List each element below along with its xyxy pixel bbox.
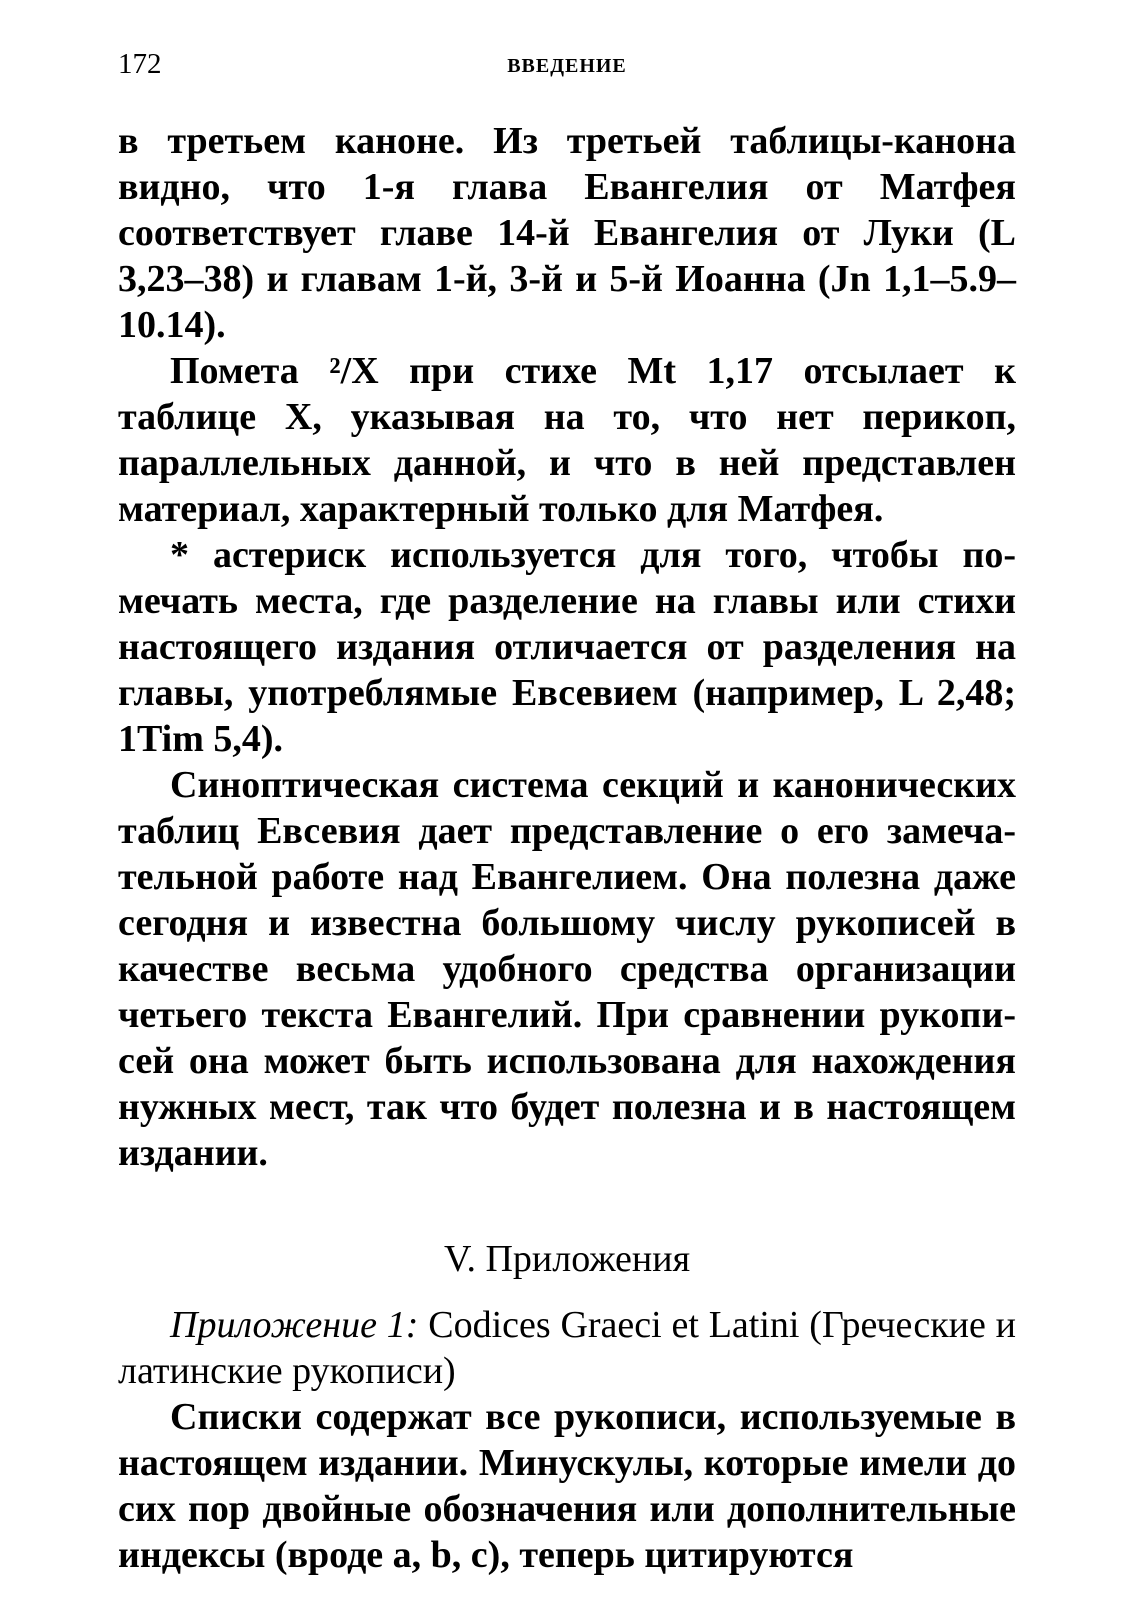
paragraph-4: Синоптическая система секций и канонических таблиц Евсевия дает представление о его замечательной работе над Евангелием. Она полезна даже сегодня и известна большому числу рукописей в качестве весьма удобного средства организации четьего текста Евангелий. При сравнении рукописей она может быть использована для нахождения нужных мест, так что будет полезна и в настоящем издании. xyxy=(118,764,1016,1174)
paragraph-2: Помета ²/X при стихе Mt 1,17 отсылает к таблице X, указывая на то, что нет перикоп, параллельных данной, и что в ней представлен материал, характерный только для Матфея. xyxy=(118,350,1016,530)
document-page xyxy=(118,0,1016,1600)
body-text xyxy=(118,118,1016,1578)
paragraph-5: Списки содержат все рукописи, используемые в настоящем издании. Минускулы, которые имели до сих пор двойные обозначения или дополнительные индексы (вроде a, b, c), теперь цитируются xyxy=(118,1396,1016,1576)
section-heading: V. Приложения xyxy=(443,1238,691,1280)
paragraph-3: * астериск используется для того, чтобы помечать места, где разделение на главы или стихи настоящего издания отличается от разделения на главы, употреблямые Евсевием (например, L 2,48; 1Tim 5,4). xyxy=(118,534,1016,760)
appendix-title: Codices Graeci et Latini (Греческие и латинские рукописи) xyxy=(118,1304,1016,1392)
running-title: ВВЕДЕНИЕ xyxy=(507,55,627,77)
paragraph-1: в третьем каноне. Из третьей таблицы-канона видно, что 1-я глава Евангелия от Матфея соответствует главе 14-й Евангелия от Луки (L 3,23–38) и главам 1-й, 3-й и 5-й Иоанна (Jn 1,1–5.9–10.14). xyxy=(118,120,1016,346)
running-head xyxy=(118,44,1016,84)
appendix-heading xyxy=(118,1302,1016,1394)
appendix-label: Приложение 1: xyxy=(170,1304,419,1346)
page-number: 172 xyxy=(118,48,162,80)
